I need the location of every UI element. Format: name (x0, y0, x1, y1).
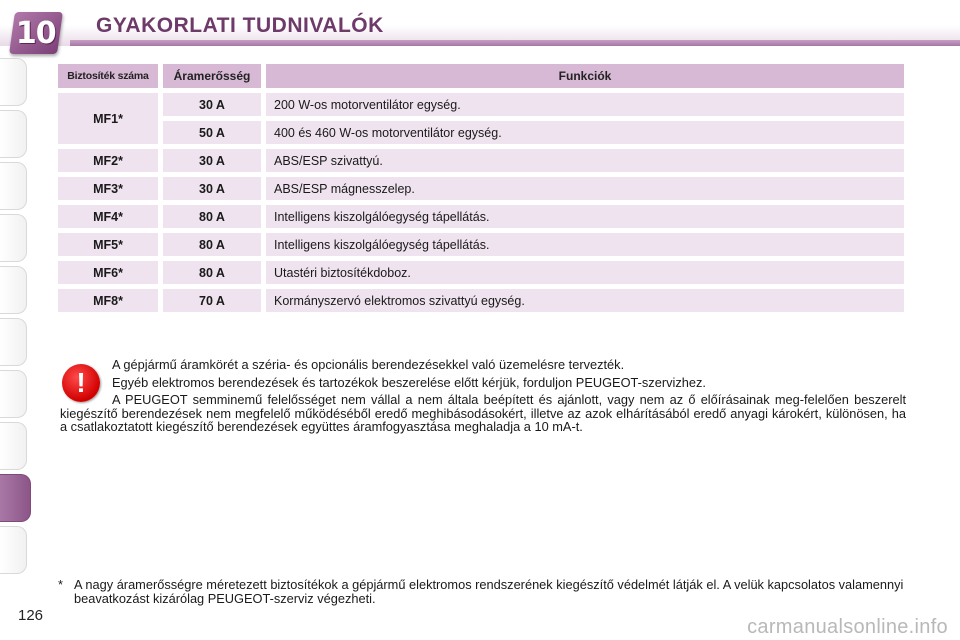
table-header-row (58, 64, 904, 88)
chapter-tab[interactable] (0, 370, 27, 418)
function-cell: Kormányszervó elektromos szivattyú egység. (266, 289, 904, 312)
function-cell: Utastéri biztosítékdoboz. (266, 261, 904, 284)
amperage-cell: 70 A (163, 289, 261, 312)
chapter-tab[interactable] (0, 422, 27, 470)
column-header-fuse-number: Biztosíték száma (58, 64, 158, 88)
warning-note (60, 358, 906, 438)
chapter-tab[interactable] (0, 162, 27, 210)
warning-paragraph: A PEUGEOT semminemű felelősséget nem vállal a nem általa beépített és ajánlott, vagy nem az ő előírásainak meg-felelően beszerelt kiegészítő berendezések nem megfelelő működéséből eredő meghibásodásokért, illetve az azok elhárításából eredő anyagi károkért, különösen, ha a csatlakoztatott kiegészítő berendezések együttes áramfogyasztása meghaladja a 10 mA-t. (60, 392, 906, 434)
amperage-cell: 80 A (163, 205, 261, 228)
page-number: 126 (18, 607, 44, 624)
warning-paragraph: A gépjármű áramkörét a széria- és opcionális berendezésekkel való üzemelésre tervezték. (112, 357, 625, 372)
table-row (58, 261, 904, 284)
fuse-table (58, 59, 904, 317)
chapter-tab[interactable] (0, 266, 27, 314)
footnote (58, 578, 904, 606)
amperage-cell: 80 A (163, 261, 261, 284)
fuse-id-cell: MF5* (58, 233, 158, 256)
watermark: carmanualsonline.info (747, 616, 948, 638)
header-rule (70, 40, 960, 46)
fuse-id-cell: MF4* (58, 205, 158, 228)
chapter-tab-strip (0, 58, 30, 578)
fuse-id-cell: MF1* (58, 93, 158, 144)
table-row (58, 149, 904, 172)
fuse-id-cell: MF6* (58, 261, 158, 284)
table-row (58, 233, 904, 256)
chapter-tab[interactable] (0, 58, 27, 106)
table-row (58, 289, 904, 312)
exclamation-icon: ! (62, 364, 100, 402)
function-cell: Intelligens kiszolgálóegység tápellátás. (266, 233, 904, 256)
chapter-tab[interactable] (0, 526, 27, 574)
chapter-number: 10 (16, 15, 56, 51)
chapter-tab-active[interactable] (0, 474, 31, 522)
amperage-cell: 30 A (163, 177, 261, 200)
column-header-functions: Funkciók (266, 64, 904, 88)
fuse-id-cell: MF2* (58, 149, 158, 172)
table-row (58, 121, 904, 144)
fuse-id-cell: MF3* (58, 177, 158, 200)
chapter-tab[interactable] (0, 110, 27, 158)
fuse-id-cell: MF8* (58, 289, 158, 312)
warning-paragraph: Egyéb elektromos berendezések és tartozékok beszerelése előtt kérjük, forduljon PEUGEOT-szervizhez. (112, 374, 706, 390)
chapter-badge (9, 12, 63, 54)
chapter-tab[interactable] (0, 214, 27, 262)
footnote-marker: * (58, 577, 63, 592)
footnote-text: A nagy áramerősségre méretezett biztosítékok a gépjármű elektromos rendszerének kiegészítő védelmét látják el. A velük kapcsolatos valamennyi beavatkozást kizárólag PEUGEOT-szerviz végezheti. (74, 577, 904, 606)
table-row (58, 205, 904, 228)
amperage-cell: 30 A (163, 93, 261, 116)
table-row (58, 177, 904, 200)
amperage-cell: 30 A (163, 149, 261, 172)
function-cell: 200 W-os motorventilátor egység. (266, 93, 904, 116)
function-cell: ABS/ESP mágnesszelep. (266, 177, 904, 200)
chapter-tab[interactable] (0, 318, 27, 366)
table-row (58, 93, 904, 116)
amperage-cell: 50 A (163, 121, 261, 144)
column-header-amperage: Áramerősség (163, 64, 261, 88)
page-title: GYAKORLATI TUDNIVALÓK (96, 14, 384, 37)
function-cell: ABS/ESP szivattyú. (266, 149, 904, 172)
function-cell: Intelligens kiszolgálóegység tápellátás. (266, 205, 904, 228)
function-cell: 400 és 460 W-os motorventilátor egység. (266, 121, 904, 144)
amperage-cell: 80 A (163, 233, 261, 256)
